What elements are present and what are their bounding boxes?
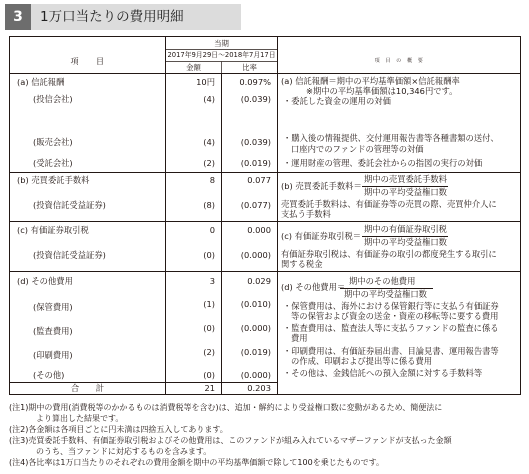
row-label: (投資信託受益証券) (33, 200, 106, 210)
row-ratio: (0.039) (240, 137, 271, 147)
overview-c-prefix: (c) 有価証券取引税＝ (281, 231, 362, 241)
row-ratio: 0.077 (247, 175, 271, 185)
overview-b-line2: 支払う手数料 (281, 209, 331, 219)
overview-d-numerator: 期中のその他費用 (349, 276, 416, 286)
row-label: (印刷費用) (33, 350, 73, 360)
section-title: 1万口当たりの費用明細 (40, 9, 184, 25)
overview-d-line6: の作成、印刷および提出等に係る費用 (291, 356, 433, 366)
overview-d-line7: ・その他は、金銭信託への預入金額に対する手数料等 (283, 368, 483, 378)
note-2: (注2)各金額は各項目ごとに円未満は四捨五入してあります。 (9, 425, 228, 434)
row-ratio: (0.010) (240, 299, 271, 309)
overview-a-line1: (a) 信託報酬＝期中の平均基準価額×信託報酬率 (281, 76, 460, 86)
row-label: (監査費用) (33, 326, 73, 336)
row-amount: (0) (203, 250, 215, 260)
row-label: (c) 有価証券取引税 (17, 225, 89, 235)
row-label: (その他) (33, 370, 65, 380)
overview-d-line5: ・印刷費用は、有価証券届出書、目論見書、運用報告書等 (283, 346, 499, 356)
row-amount: (2) (203, 347, 215, 357)
row-ratio: (0.019) (240, 347, 271, 357)
overview-d-line1: ・保管費用は、海外における保管銀行等に支払う有価証券 (283, 301, 499, 311)
overview-d-line2: 等の保管および資金の送金・資産の移転等に要する費用 (291, 311, 499, 321)
overview-d-line3: ・監査費用は、監査法人等に支払うファンドの監査に係る (283, 323, 499, 333)
overview-b-line1: 売買委託手数料は、有価証券等の売買の際、売買仲介人に (281, 199, 497, 209)
row-ratio: (0.000) (240, 250, 271, 260)
note-1-line1: (注1)期中の費用(消費税等のかかるものは消費税等を含む)は、追加・解約により受益権口数に変動があるため、簡便法に (9, 403, 443, 412)
overview-c-denominator: 期中の平均受益権口数 (364, 237, 447, 247)
row-amount: 3 (209, 276, 215, 286)
row-amount: 8 (209, 175, 215, 185)
row-label: (投信会社) (33, 94, 73, 104)
row-label: (受託会社) (33, 158, 73, 168)
overview-a-line4: ・購入後の情報提供、交付運用報告書等各種書類の送付、 (283, 133, 499, 143)
overview-a-line5: 口座内でのファンドの管理等の対価 (291, 144, 424, 154)
overview-d-line4: 費用 (291, 333, 308, 343)
row-ratio: 0.097% (239, 77, 271, 87)
header-period: 当期 (214, 39, 229, 48)
row-amount: 10円 (196, 77, 215, 87)
row-amount: (2) (203, 158, 215, 168)
total-amount: 21 (204, 383, 215, 393)
row-ratio: (0.000) (240, 323, 271, 333)
note-1-line2: より算出した結果です。 (36, 414, 124, 423)
overview-a-line6: ・運用財産の管理、委託会社からの指図の実行の対価 (283, 158, 483, 168)
row-ratio: 0.000 (247, 225, 271, 235)
row-label: (販売会社) (33, 137, 73, 147)
overview-d-denominator: 期中の平均受益権口数 (344, 289, 427, 299)
note-3-line1: (注3)売買委託手数料、有価証券取引税およびその他費用は、このファンドが組み入れているマザーファンドが支払った金額 (9, 436, 452, 445)
overview-b-prefix: (b) 売買委託手数料＝ (281, 181, 362, 191)
total-ratio: 0.203 (247, 383, 271, 393)
row-label: (保管費用) (33, 302, 73, 312)
header-amount: 金額 (186, 63, 201, 72)
row-amount: (4) (203, 137, 215, 147)
overview-a-line3: ・委託した資金の運用の対価 (283, 96, 391, 106)
row-ratio: (0.019) (240, 158, 271, 168)
row-amount: (0) (203, 370, 215, 380)
overview-b-numerator: 期中の売買委託手数料 (364, 174, 447, 184)
row-ratio: 0.029 (247, 276, 271, 286)
header-period-range: 2017年9月29日～2018年7月17日 (167, 51, 276, 59)
row-label: (d) その他費用 (17, 276, 73, 286)
row-label: (a) 信託報酬 (17, 77, 65, 87)
row-amount: (8) (203, 200, 215, 210)
row-amount: (0) (203, 323, 215, 333)
row-label: (投資信託受益証券) (33, 250, 106, 260)
overview-d-prefix: (d) その他費用＝ (281, 282, 346, 292)
header-overview: 項 目 の 概 要 (374, 58, 424, 64)
row-amount: 0 (209, 225, 215, 235)
total-label: 合 計 (70, 383, 105, 393)
overview-c-numerator: 期中の有価証券取引税 (364, 224, 447, 234)
note-4: (注4)各比率は1万口当たりのそれぞれの費用金額を期中の平均基準価額で除して100を乗じたものです。 (9, 458, 385, 467)
overview-c-line1: 有価証券取引税は、有価証券の取引の都度発生する取引に (281, 249, 497, 259)
overview-c-line2: 関する税金 (281, 259, 323, 269)
row-ratio: (0.077) (240, 200, 271, 210)
note-3-line2: のうち、当ファンドに対応するものを含みます。 (36, 447, 212, 456)
row-label: (b) 売買委託手数料 (17, 175, 90, 185)
row-ratio: (0.000) (240, 370, 271, 380)
row-amount: (1) (203, 299, 215, 309)
section-number: 3 (5, 4, 31, 30)
header-ratio: 比率 (242, 63, 257, 72)
row-amount: (4) (203, 94, 215, 104)
row-ratio: (0.039) (240, 94, 271, 104)
overview-a-line2: ※期中の平均基準価額は10,346円です。 (306, 86, 458, 96)
overview-b-denominator: 期中の平均受益権口数 (364, 187, 447, 197)
header-item: 項 目 (70, 57, 105, 66)
